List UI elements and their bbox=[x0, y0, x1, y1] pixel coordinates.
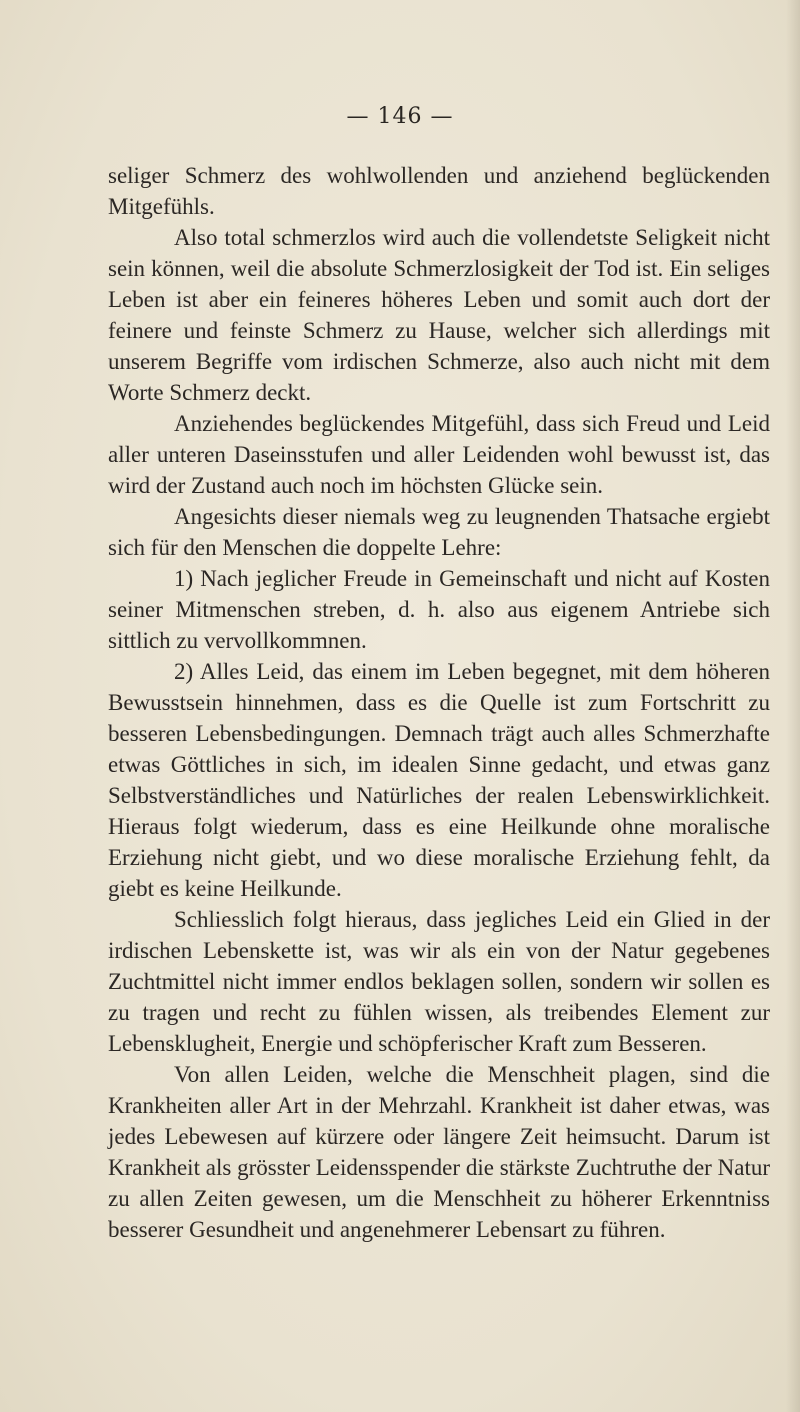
paragraph: Von allen Leiden, welche die Menschheit plagen, sind die Krankheiten aller Art in der Mehrzahl. Krankheit ist daher etwas, was jedes Lebewesen auf kürzere oder längere Zeit heimsucht. Darum ist Krankheit als grösster Leidensspender die stärkste Zuchtruthe der Natur zu allen Zeiten gewesen, um die Menschheit zu höherer Erkenntniss besserer Gesundheit und angenehmerer Lebensart zu führen. bbox=[108, 1062, 770, 1242]
page-number: — 146 — bbox=[346, 104, 454, 129]
paragraph: Schliesslich folgt hieraus, dass jegliches Leid ein Glied in der irdischen Lebenskette ist, was wir als ein von der Natur gegebenes Zuchtmittel nicht immer endlos beklagen sollen, sondern wir sollen es zu tragen und recht zu fühlen wissen, als treibendes Element zur Lebensklugheit, Energie und schöpferischer Kraft zum Besseren. bbox=[108, 907, 770, 1056]
body-text bbox=[108, 160, 770, 1245]
page-edge-shadow bbox=[786, 0, 800, 1412]
paragraph: Anziehendes beglückendes Mitgefühl, dass sich Freud und Leid aller unteren Daseinsstufen und aller Leidenden wohl bewusst ist, das wird der Zustand auch noch im höchsten Glücke sein. bbox=[108, 411, 770, 498]
paragraph: Also total schmerzlos wird auch die vollendetste Seligkeit nicht sein können, weil die absolute Schmerzlosigkeit der Tod ist. Ein seliges Leben ist aber ein feineres höheres Leben und somit auch dort der feinere und feinste Schmerz zu Hause, welcher sich allerdings mit unserem Begriffe vom irdischen Schmerze, also auch nicht mit dem Worte Schmerz deckt. bbox=[108, 225, 770, 405]
list-item: 2) Alles Leid, das einem im Leben begegnet, mit dem höheren Bewusstsein hinnehmen, dass es die Quelle ist zum Fortschritt zu besseren Lebensbedingungen. Demnach trägt auch alles Schmerzhafte etwas Göttliches in sich, im idealen Sinne gedacht, und etwas ganz Selbstverständliches und Natürliches der realen Lebenswirklichkeit. Hieraus folgt wiederum, dass es eine Heilkunde ohne moralische Erziehung nicht giebt, und wo diese moralische Erziehung fehlt, da giebt es keine Heilkunde. bbox=[108, 659, 770, 901]
list-item: 1) Nach jeglicher Freude in Gemeinschaft und nicht auf Kosten seiner Mitmenschen streben, d. h. also aus eigenem Antriebe sich sittlich zu vervollkommnen. bbox=[108, 566, 770, 653]
paragraph: seliger Schmerz des wohlwollenden und anziehend beglückenden Mitgefühls. bbox=[108, 163, 770, 219]
paragraph: Angesichts dieser niemals weg zu leugnenden Thatsache ergiebt sich für den Menschen die doppelte Lehre: bbox=[108, 504, 770, 560]
